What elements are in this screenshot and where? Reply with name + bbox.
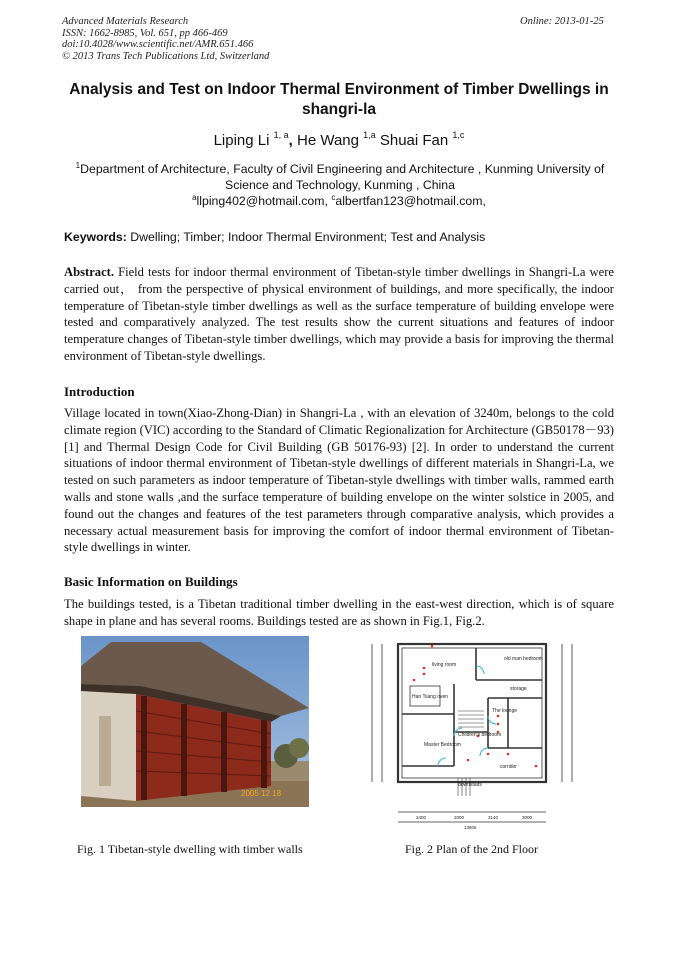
doi: doi:10.4028/www.scientific.net/AMR.651.466 xyxy=(62,39,254,50)
online-date: Online: 2013-01-25 xyxy=(520,16,604,27)
copyright: © 2013 Trans Tech Publications Ltd, Switzerland xyxy=(62,50,270,62)
author-name: Liping Li xyxy=(213,132,270,149)
keywords-text: Dwelling; Timber; Indoor Thermal Environment; Test and Analysis xyxy=(130,230,486,244)
email-address[interactable]: llping402@hotmail.com, xyxy=(196,194,328,208)
email-sup: a xyxy=(192,193,197,202)
email-address[interactable]: albertfan123@hotmail.com, xyxy=(335,194,486,208)
room-label: downstairs xyxy=(458,782,482,788)
dimension-total: 13805 xyxy=(464,825,477,830)
author-sup: 1,c xyxy=(452,130,465,140)
room-label: The lounge xyxy=(492,708,518,714)
abstract-label: Abstract. xyxy=(64,265,115,279)
basic-info-text: The buildings tested, is a Tibetan traditional timber dwelling in the east-west direction, which is of square shape in plane and has several rooms. Buildings tested are as shown in Fig.1, Fig.2. xyxy=(64,597,614,628)
room-label: Children's bedroom xyxy=(458,732,502,738)
affiliation xyxy=(60,158,620,193)
floor-plan-drawing xyxy=(358,636,590,832)
room-label: living room xyxy=(432,662,457,668)
dimension-label: 3400 xyxy=(416,815,427,820)
journal-header xyxy=(62,16,269,62)
abstract-text: Field tests for indoor thermal environment of Tibetan-style timber dwellings in Shangri-La were carried out， from the perspective of physical environment of buildings, and more specifically, the indoor temperature of Tibetan-style timber dwellings as well as the surface temperature of building envelope were tested and comparatively analyzed. The test results show the current situations and features of indoor temperature changes of Tibetan-style timber dwellings, which may provide a basis for improving the thermal environment of Tibetan-style dwellings. xyxy=(64,265,614,363)
figure-1-caption: Fig. 1 Tibetan-style dwelling with timber walls xyxy=(77,842,303,856)
room-label: Master Bedroom xyxy=(424,742,461,748)
email-sup: c xyxy=(331,193,336,202)
figure-2-floor-plan xyxy=(358,636,590,832)
journal-name: Advanced Materials Research xyxy=(62,16,189,27)
keywords-label: Keywords: xyxy=(64,230,127,244)
photo-date-stamp: 2005 12 18 xyxy=(241,789,282,798)
room-label: corridor xyxy=(500,764,517,770)
room-label: storage xyxy=(510,686,527,692)
dimension-label: 3000 xyxy=(522,815,533,820)
author-name: He Wang xyxy=(297,132,359,149)
issn: ISSN: 1662-8985, Vol. 651, pp 466-469 xyxy=(62,27,228,39)
figure-1-photo xyxy=(81,636,309,807)
author-sup: 1, a xyxy=(273,130,289,140)
author-sup: 1,a xyxy=(363,130,376,140)
room-label: Han Tsang oven xyxy=(412,694,449,700)
email-line xyxy=(0,193,678,208)
dimension-label: 3140 xyxy=(488,815,499,820)
affiliation-text: Department of Architecture, Faculty of Civil Engineering and Architecture , Kunming University of Science and Technology, Kunming , China xyxy=(80,162,605,192)
dwelling-photo-image xyxy=(81,636,309,807)
keywords xyxy=(64,230,485,244)
abstract xyxy=(64,264,614,365)
introduction-text: Village located in town(Xiao-Zhong-Dian) in Shangri-La , with an elevation of 3240m, belongs to the cold climate region (VIC) according to the Standard of Climatic Regionalization for Architecture (GB50178－93) [1] and Thermal Design Code for Civil Building (GB 50176-93) [2]. In order to understand the current situations of indoor thermal environment of Tibetan-style dwellings of different materials in Shangri-La, we tested on such parameters as indoor temperature of Tibetan-style dwellings with timber walls, rammed earth walls and stone walls ,and the surface temperature of building envelope on the winter solstice in 2005, and found out the changes and features of the test parameters through comparative analysis, which provides a necessary actual measurement basis for improving the comfort of indoor thermal environment of Tibetan-style dwellings in winter. xyxy=(64,406,614,555)
basic-info-heading: Basic Information on Buildings xyxy=(64,574,238,589)
figure-2-caption: Fig. 2 Plan of the 2nd Floor xyxy=(405,842,539,856)
affiliation-sup: 1 xyxy=(75,161,81,170)
introduction-heading: Introduction xyxy=(64,384,135,399)
author-list: Liping Li $^{1, a}$, He Wang $^{1,a}$ Shuai Fan $^{1,c}$ xyxy=(213,130,465,149)
paper-title: Analysis and Test on Indoor Thermal Environment of Timber Dwellings in shangri-la xyxy=(69,81,609,118)
room-label: old man bedroom xyxy=(504,656,543,662)
author-name: Shuai Fan xyxy=(379,132,449,149)
dimension-label: 2000 xyxy=(454,815,465,820)
